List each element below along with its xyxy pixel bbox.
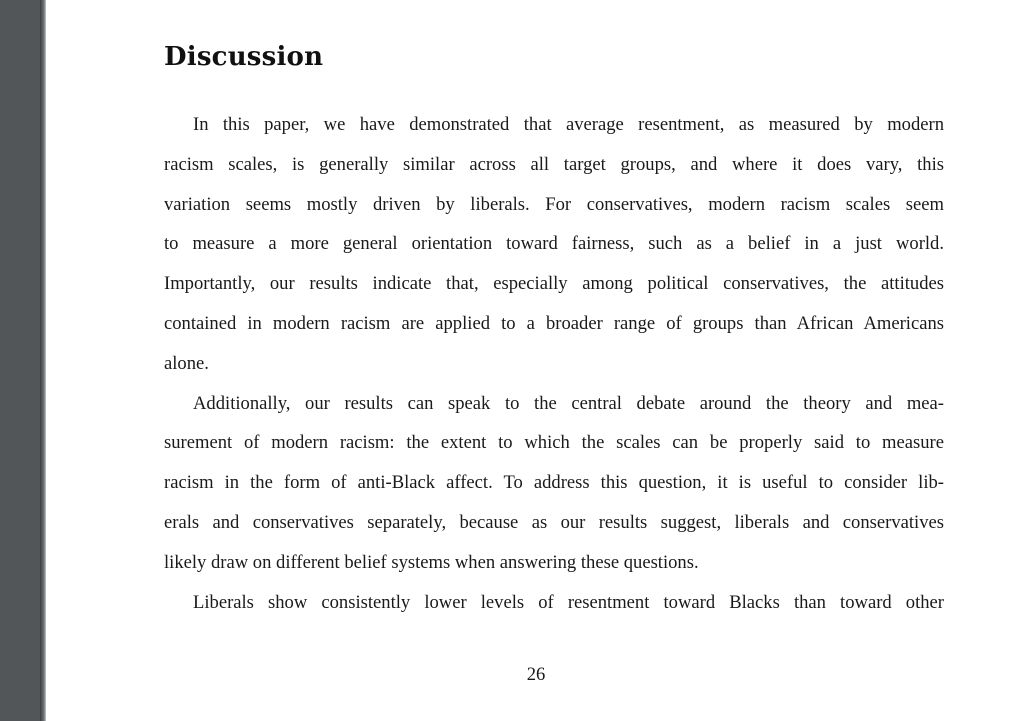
viewer-gutter: [0, 0, 40, 721]
text-line: Additionally, our results can speak to the central debate around the theory and mea-: [193, 392, 944, 414]
text-line: racism scales, is generally similar across all target groups, and where it does vary, this: [164, 153, 944, 175]
document-page: [46, 0, 1026, 721]
text-line: erals and conservatives separately, because as our results suggest, liberals and conservatives: [164, 511, 944, 533]
text-line: Liberals show consistently lower levels of resentment toward Blacks than toward other: [193, 591, 944, 613]
text-line: variation seems mostly driven by liberals. For conservatives, modern racism scales seem: [164, 193, 944, 215]
page-number: 26: [526, 664, 546, 685]
text-line: to measure a more general orientation toward fairness, such as a belief in a just world.: [164, 233, 944, 255]
text-line: racism in the form of anti-Black affect. To address this question, it is useful to consider lib-: [164, 472, 944, 494]
text-line: In this paper, we have demonstrated that average resentment, as measured by modern: [193, 114, 944, 135]
text-line: contained in modern racism are applied to a broader range of groups than African Americans: [164, 312, 944, 334]
body-text: [164, 105, 944, 622]
text-line: surement of modern racism: the extent to which the scales can be properly said to measure: [164, 432, 944, 454]
text-line: alone.: [164, 352, 209, 374]
text-line: Importantly, our results indicate that, especially among political conservatives, the attitudes: [164, 273, 944, 295]
section-heading: Discussion: [164, 42, 324, 72]
text-line: likely draw on different belief systems when answering these questions.: [164, 551, 699, 573]
